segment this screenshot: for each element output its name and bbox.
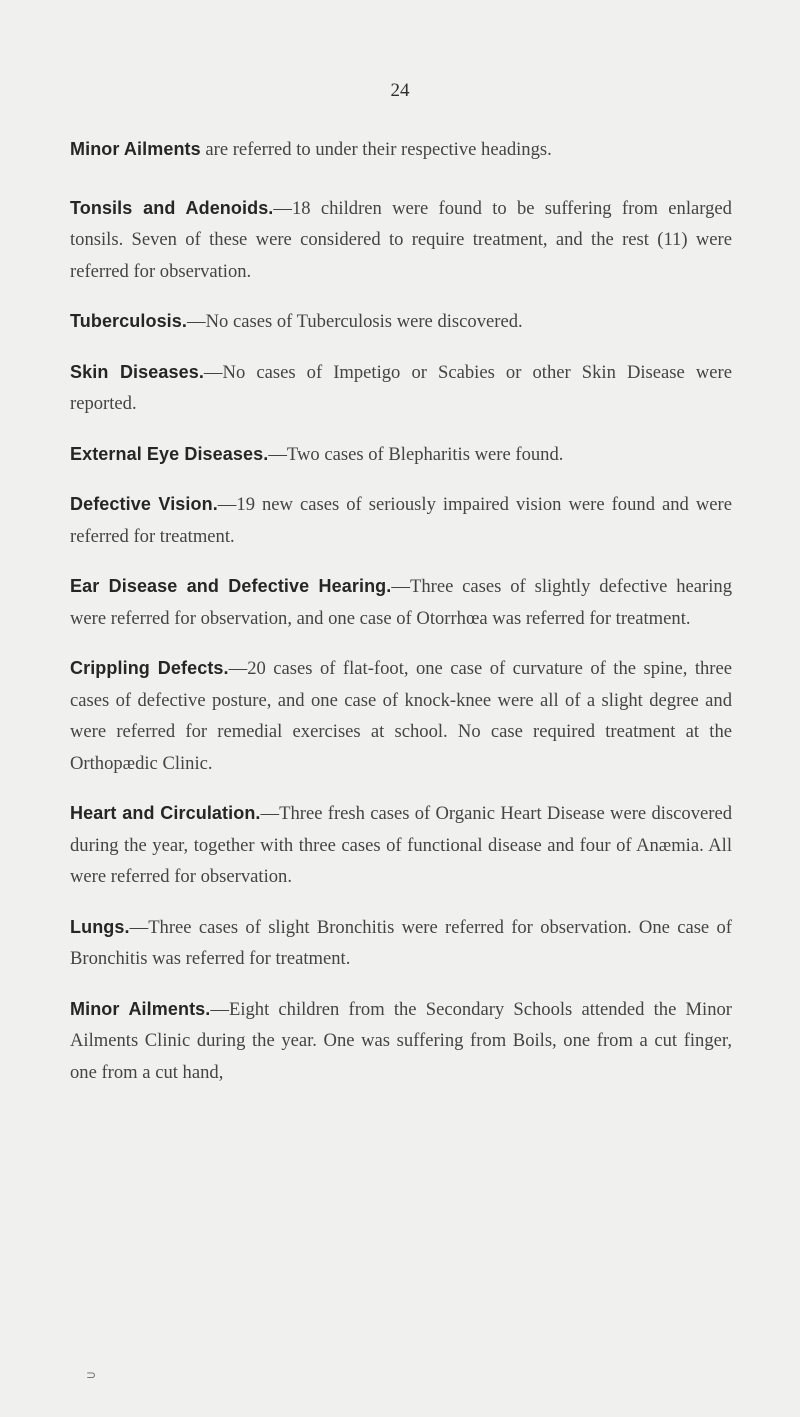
paragraph-heart-circulation xyxy=(70,798,732,893)
paragraph-heading: Defective Vision. xyxy=(70,494,218,514)
paragraph-minor-ailments-intro xyxy=(70,134,732,166)
paragraph-heading: Skin Diseases. xyxy=(70,361,204,382)
paragraph-text: —18 children were found to be suffering from enlarged tonsils. Seven of these were considered to require treatment, and the rest (11) were referred for observation. xyxy=(70,197,732,282)
paragraph-heading: Tuberculosis. xyxy=(70,311,187,331)
paragraph-text: —Three cases of slight Bronchitis were referred for observation. One case of Bronchitis was referred for treatment. xyxy=(70,916,732,969)
paragraph-text: are referred to under their respective headings. xyxy=(200,139,552,160)
paragraph-tuberculosis xyxy=(70,306,732,338)
paragraph-text: —Two cases of Blepharitis were found. xyxy=(268,443,564,465)
paragraph-text: —Three fresh cases of Organic Heart Disease were discovered during the year, together with three cases of functional disease and four of Anæmia. All were referred for observation. xyxy=(70,803,732,887)
paragraph-crippling-defects xyxy=(70,653,732,779)
paragraph-heading: Heart and Circulation. xyxy=(70,803,261,823)
paragraph-tonsils-adenoids xyxy=(70,193,732,288)
paragraph-minor-ailments xyxy=(70,994,732,1089)
paragraph-heading: Minor Ailments xyxy=(70,139,201,159)
paragraph-text: —No cases of Tuberculosis were discovered. xyxy=(187,311,523,332)
paragraph-text: —19 new cases of seriously impaired vision were found and were referred for treatment. xyxy=(70,494,732,547)
paragraph-defective-vision xyxy=(70,489,732,552)
paragraph-text: —No cases of Impetigo or Scabies or other Skin Disease were reported. xyxy=(70,361,732,414)
paragraph-text: —Eight children from the Secondary Schools attended the Minor Ailments Clinic during the year. One was suffering from Boils, one from a cut finger, one from a cut hand, xyxy=(70,998,733,1083)
paragraph-heading: Crippling Defects. xyxy=(70,658,229,678)
paragraph-lungs xyxy=(70,912,732,975)
paragraph-heading: Tonsils and Adenoids. xyxy=(70,197,274,218)
report-body xyxy=(70,134,732,1088)
paragraph-heading: Minor Ailments. xyxy=(70,998,211,1019)
paragraph-text: —Three cases of slightly defective hearing were referred for observation, and one case of Otorrhœa was referred for treatment. xyxy=(70,576,732,629)
paragraph-heading: Ear Disease and Defective Hearing. xyxy=(70,576,392,596)
paragraph-text: —20 cases of flat-foot, one case of curvature of the spine, three cases of defective posture, and one case of knock-knee were all of a slight degree and were referred for remedial exercises at school. No case required treatment at the Orthopædic Clinic. xyxy=(70,658,732,774)
paragraph-heading: Lungs. xyxy=(70,916,130,937)
paragraph-skin-diseases xyxy=(70,357,732,420)
paragraph-ear-disease-hearing xyxy=(70,571,732,634)
paragraph-external-eye-diseases xyxy=(70,439,732,471)
scan-speck-mark: ⊃ xyxy=(86,1368,97,1382)
paragraph-heading: External Eye Diseases. xyxy=(70,443,269,464)
page-number: 24 xyxy=(390,80,410,101)
